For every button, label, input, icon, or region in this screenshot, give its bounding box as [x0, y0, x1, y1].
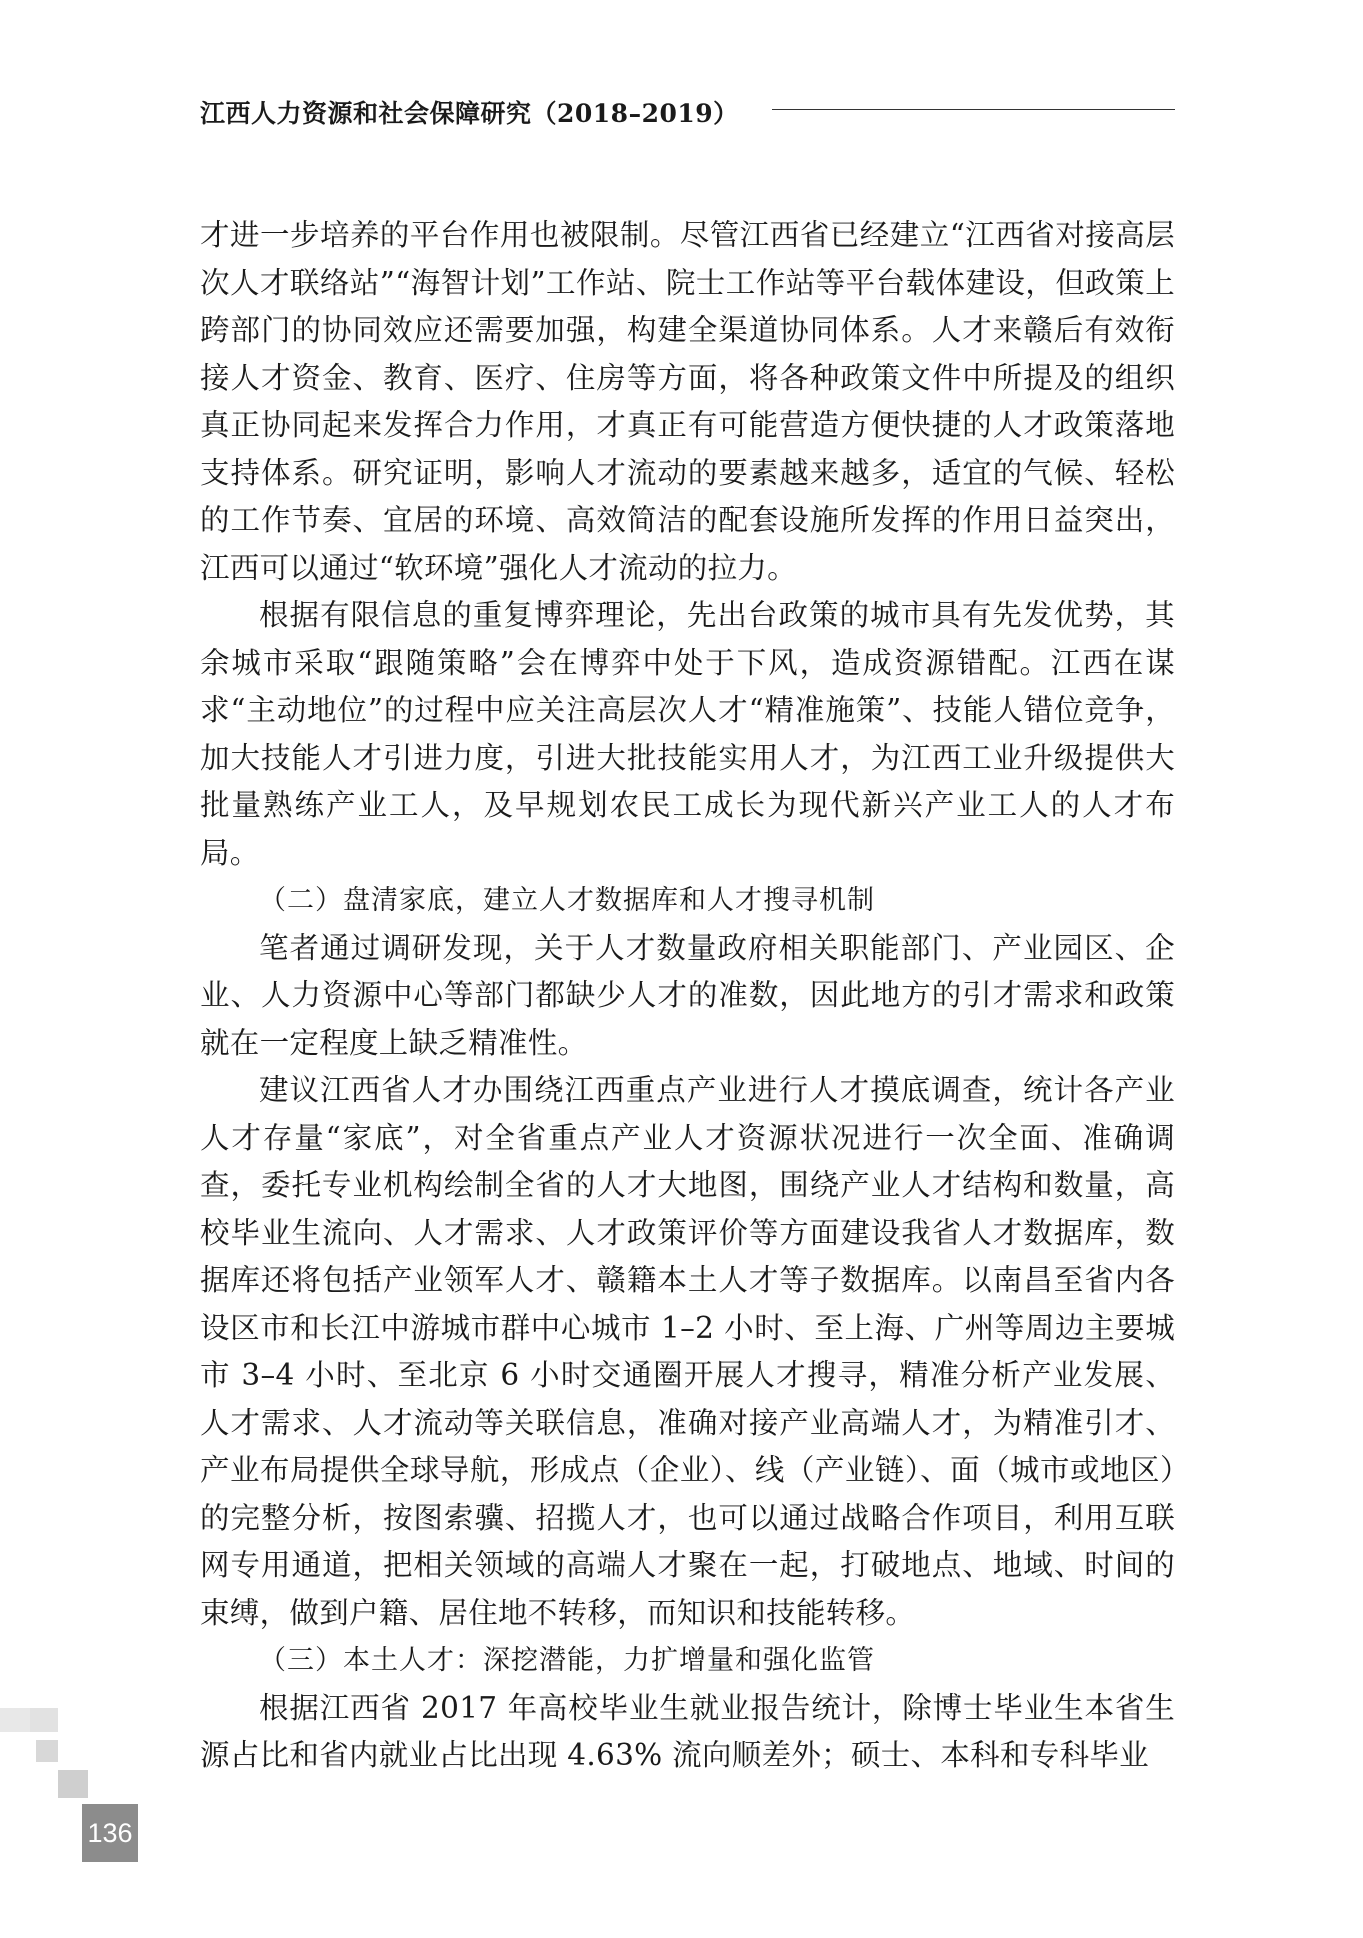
paragraph: 根据江西省 2017 年高校毕业生就业报告统计，除博士毕业生本省生源占比和省内就业占比出现 4.63% 流向顺差外；硕士、本科和专科毕业 — [200, 1690, 1175, 1772]
decorative-square — [30, 1708, 58, 1732]
section-heading: （二）盘清家底，建立人才数据库和人才搜寻机制 — [259, 885, 875, 916]
decorative-square — [0, 1708, 30, 1732]
section-heading: （三）本土人才：深挖潜能，力扩增量和强化监管 — [259, 1645, 875, 1676]
paragraph: 笔者通过调研发现，关于人才数量政府相关职能部门、产业园区、企业、人力资源中心等部门都缺少人才的准数，因此地方的引才需求和政策就在一定程度上缺乏精准性。 — [200, 930, 1175, 1060]
running-header — [200, 94, 1175, 130]
paragraph: 建议江西省人才办围绕江西重点产业进行人才摸底调查，统计各产业人才存量“家底”，对全省重点产业人才资源状况进行一次全面、准确调查，委托专业机构绘制全省的人才大地图，围绕产业人才结构和数量，高校毕业生流向、人才需求、人才政策评价等方面建设我省人才数据库，数据库还将包括产业领军人才、赣籍本土人才等子数据库。以南昌至省内各设区市和长江中游城市群中心城市 1–2 小时、至上海、广州等周边主要城市 3–4 小时、至北京 6 小时交通圈开展人才搜寻，精准分析产业发展、人才需求、人才流动等关联信息，准确对接产业高端人才，为精准引才、产业布局提供全球导航，形成点（企业）、线（产业链）、面（城市或地区）的完整分析，按图索骥、招揽人才，也可以通过战略合作项目，利用互联网专用通道，把相关领域的高端人才聚在一起，打破地点、地域、时间的束缚，做到户籍、居住地不转移，而知识和技能转移。 — [200, 1073, 1175, 1630]
running-header-title: 江西人力资源和社会保障研究（2018–2019） — [200, 99, 739, 128]
paragraph: 根据有限信息的重复博弈理论，先出台政策的城市具有先发优势，其余城市采取“跟随策略”会在博弈中处于下风，造成资源错配。江西在谋求“主动地位”的过程中应关注高层次人才“精准施策”、技能人错位竞争，加大技能人才引进力度，引进大批技能实用人才，为江西工业升级提供大批量熟练产业工人，及早规划农民工成长为现代新兴产业工人的人才布局。 — [200, 598, 1175, 870]
paragraph: 才进一步培养的平台作用也被限制。尽管江西省已经建立“江西省对接高层次人才联络站”“海智计划”工作站、院士工作站等平台载体建设，但政策上跨部门的协同效应还需要加强，构建全渠道协同体系。人才来赣后有效衔接人才资金、教育、医疗、住房等方面，将各种政策文件中所提及的组织真正协同起来发挥合力作用，才真正有可能营造方便快捷的人才政策落地支持体系。研究证明，影响人才流动的要素越来越多，适宜的气候、轻松的工作节奏、宜居的环境、高效简洁的配套设施所发挥的作用日益突出，江西可以通过“软环境”强化人才流动的拉力。 — [200, 218, 1175, 585]
body-text — [200, 212, 1175, 1780]
decorative-square — [36, 1740, 58, 1762]
decorative-square — [58, 1770, 88, 1798]
header-rule — [772, 109, 1175, 110]
page-number: 136 — [82, 1804, 138, 1862]
